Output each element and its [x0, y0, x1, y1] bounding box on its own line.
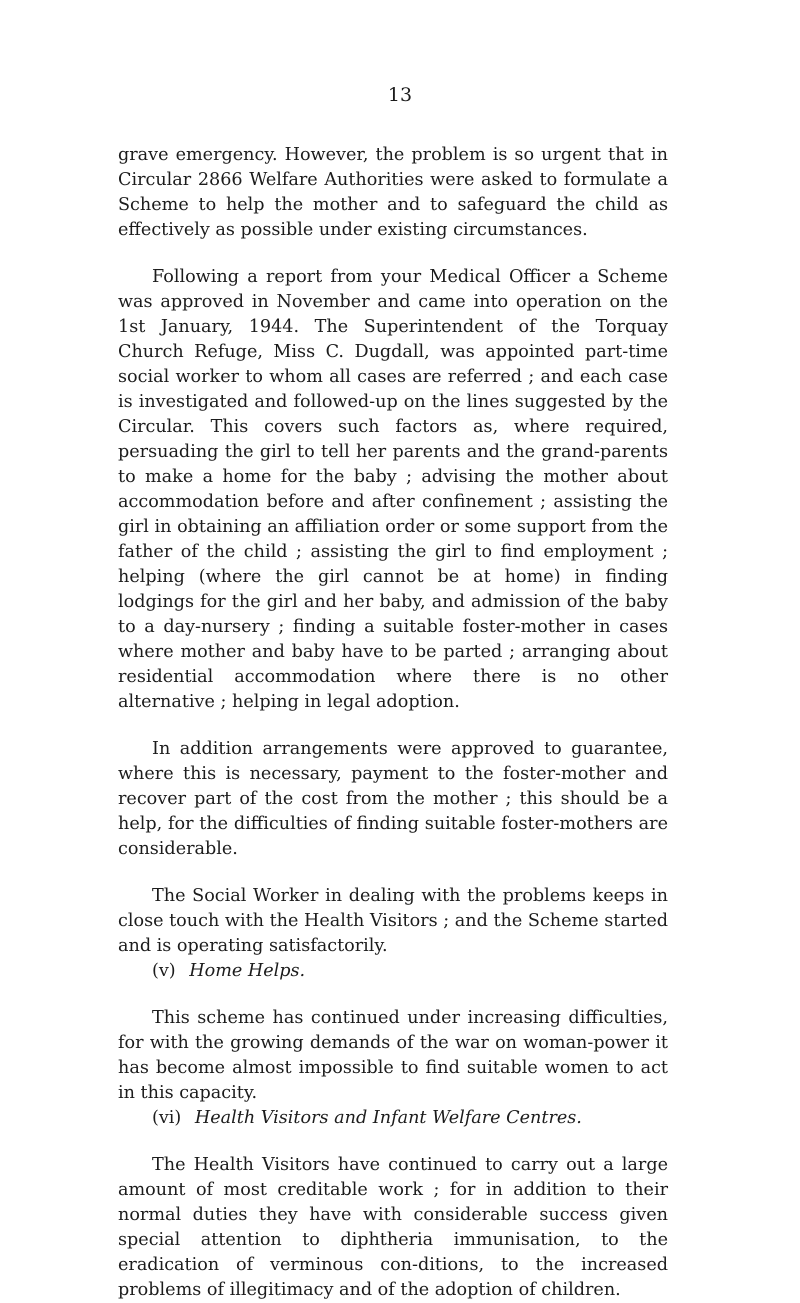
section-title: Home Helps.: [189, 961, 306, 981]
paragraph-social-worker: The Social Worker in dealing with the problems keeps in close touch with the Health Visitors ; and the Scheme started and is operating satisfactorily.: [118, 886, 668, 956]
body-text: [118, 143, 668, 1303]
section-heading-health-visitors: [118, 1106, 668, 1131]
paragraph-foster-mother: In addition arrangements were approved to guarantee, where this is necessary, payment to the foster-mother and recover part of the cost from the mother ; this should be a help, for the difficulties of finding suitable foster-mothers are considerable.: [118, 739, 668, 859]
paragraph-home-helps: This scheme has continued under increasing difficulties, for with the growing demands of the war on woman-power it has become almost impossible to find suitable women to act in this capacity.: [118, 1008, 668, 1103]
section-number: (vi): [152, 1108, 182, 1128]
paragraph-emergency: grave emergency. However, the problem is so urgent that in Circular 2866 Welfare Authorities were asked to formulate a Scheme to help the mother and to safeguard the child as effectively as possible under existing circumstances.: [118, 145, 668, 240]
section-number: (v): [152, 961, 176, 981]
paragraph-scheme: Following a report from your Medical Officer a Scheme was approved in November and came into operation on the 1st January, 1944. The Superintendent of the Torquay Church Refuge, Miss C. Dugdall, was appointed part-time social worker to whom all cases are referred ; and each case is investigated and followed-up on the lines suggested by the Circular. This covers such factors as, where required, persuading the girl to tell her parents and the grand-parents to make a home for the baby ; advising the mother about accommodation before and after confinement ; assisting the girl in obtaining an affiliation order or some support from the father of the child ; assisting the girl to find employment ; helping (where the girl cannot be at home) in finding lodgings for the girl and her baby, and admission of the baby to a day-nursery ; finding a suitable foster-mother in cases where mother and baby have to be parted ; arranging about residential accommodation where there is no other alternative ; helping in legal adoption.: [118, 267, 668, 712]
section-title: Health Visitors and Infant Welfare Centres.: [194, 1108, 582, 1128]
page-number: 13: [387, 84, 413, 106]
paragraph-health-visitors: The Health Visitors have continued to carry out a large amount of most creditable work ; for in addition to their normal duties they have with considerable success given special attention to diphtheria immunisation, to the eradication of verminous con-ditions, to the increased problems of illegitimacy and of the adoption of children.: [118, 1155, 668, 1300]
section-heading-home-helps: [118, 959, 668, 984]
